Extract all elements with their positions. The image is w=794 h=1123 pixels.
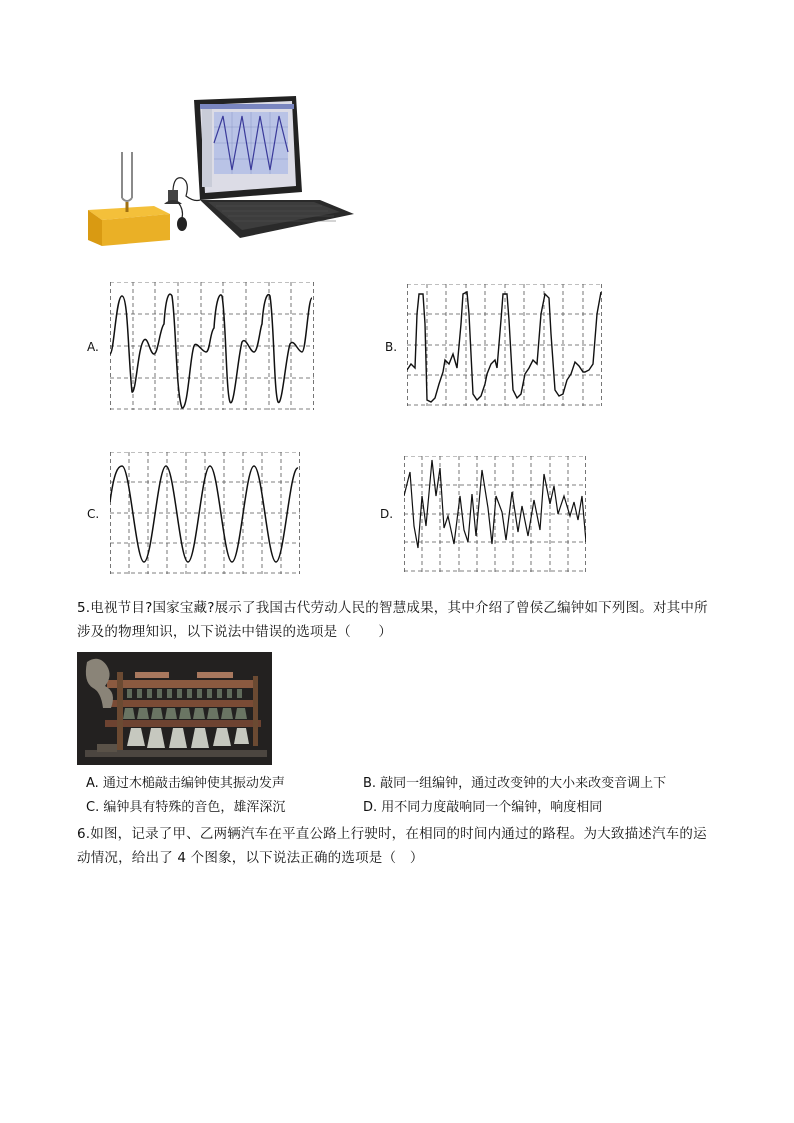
option-c-label: C. <box>87 507 100 521</box>
waveform-d <box>404 456 586 572</box>
question-6-line2: 动情况，给出了 4 个图象，以下说法正确的选项是（ ） <box>77 850 424 866</box>
question-5-choice-a[interactable]: A. 通过木槌敲击编钟使其振动发声 <box>86 776 285 791</box>
bianzhong-bells-photo-icon <box>77 652 272 765</box>
option-d-label: D. <box>380 507 394 521</box>
resonance-box-icon <box>88 206 170 246</box>
waveform-c <box>110 452 300 574</box>
experiment-figure <box>82 92 362 250</box>
waveform-a <box>110 282 314 410</box>
question-5-choice-d[interactable]: D. 用不同力度敲响同一个编钟，响度相同 <box>363 800 603 815</box>
question-6-text <box>77 822 727 870</box>
question-5-text <box>77 596 727 644</box>
question-6-line1: 6.如图，记录了甲、乙两辆汽车在平直公路上行驶时，在相同的时间内通过的路程。为大致描述汽车的运 <box>77 826 707 842</box>
question-5-choice-c[interactable]: C. 编钟具有特殊的音色，雄浑深沉 <box>86 800 286 815</box>
question-5-line2: 涉及的物理知识，以下说法中错误的选项是（ ） <box>77 624 393 640</box>
option-a-label: A. <box>87 340 99 354</box>
tuning-fork-icon <box>122 152 132 212</box>
option-b-label: B. <box>385 340 398 354</box>
waveform-b <box>407 284 602 406</box>
question-5-line1: 5.电视节目?国家宝藏?展示了我国古代劳动人民的智慧成果，其中介绍了曾侯乙编钟如下列图。对其中所 <box>77 600 708 616</box>
question-5-choice-b[interactable]: B. 敲同一组编钟，通过改变钟的大小来改变音调上下 <box>363 776 667 791</box>
